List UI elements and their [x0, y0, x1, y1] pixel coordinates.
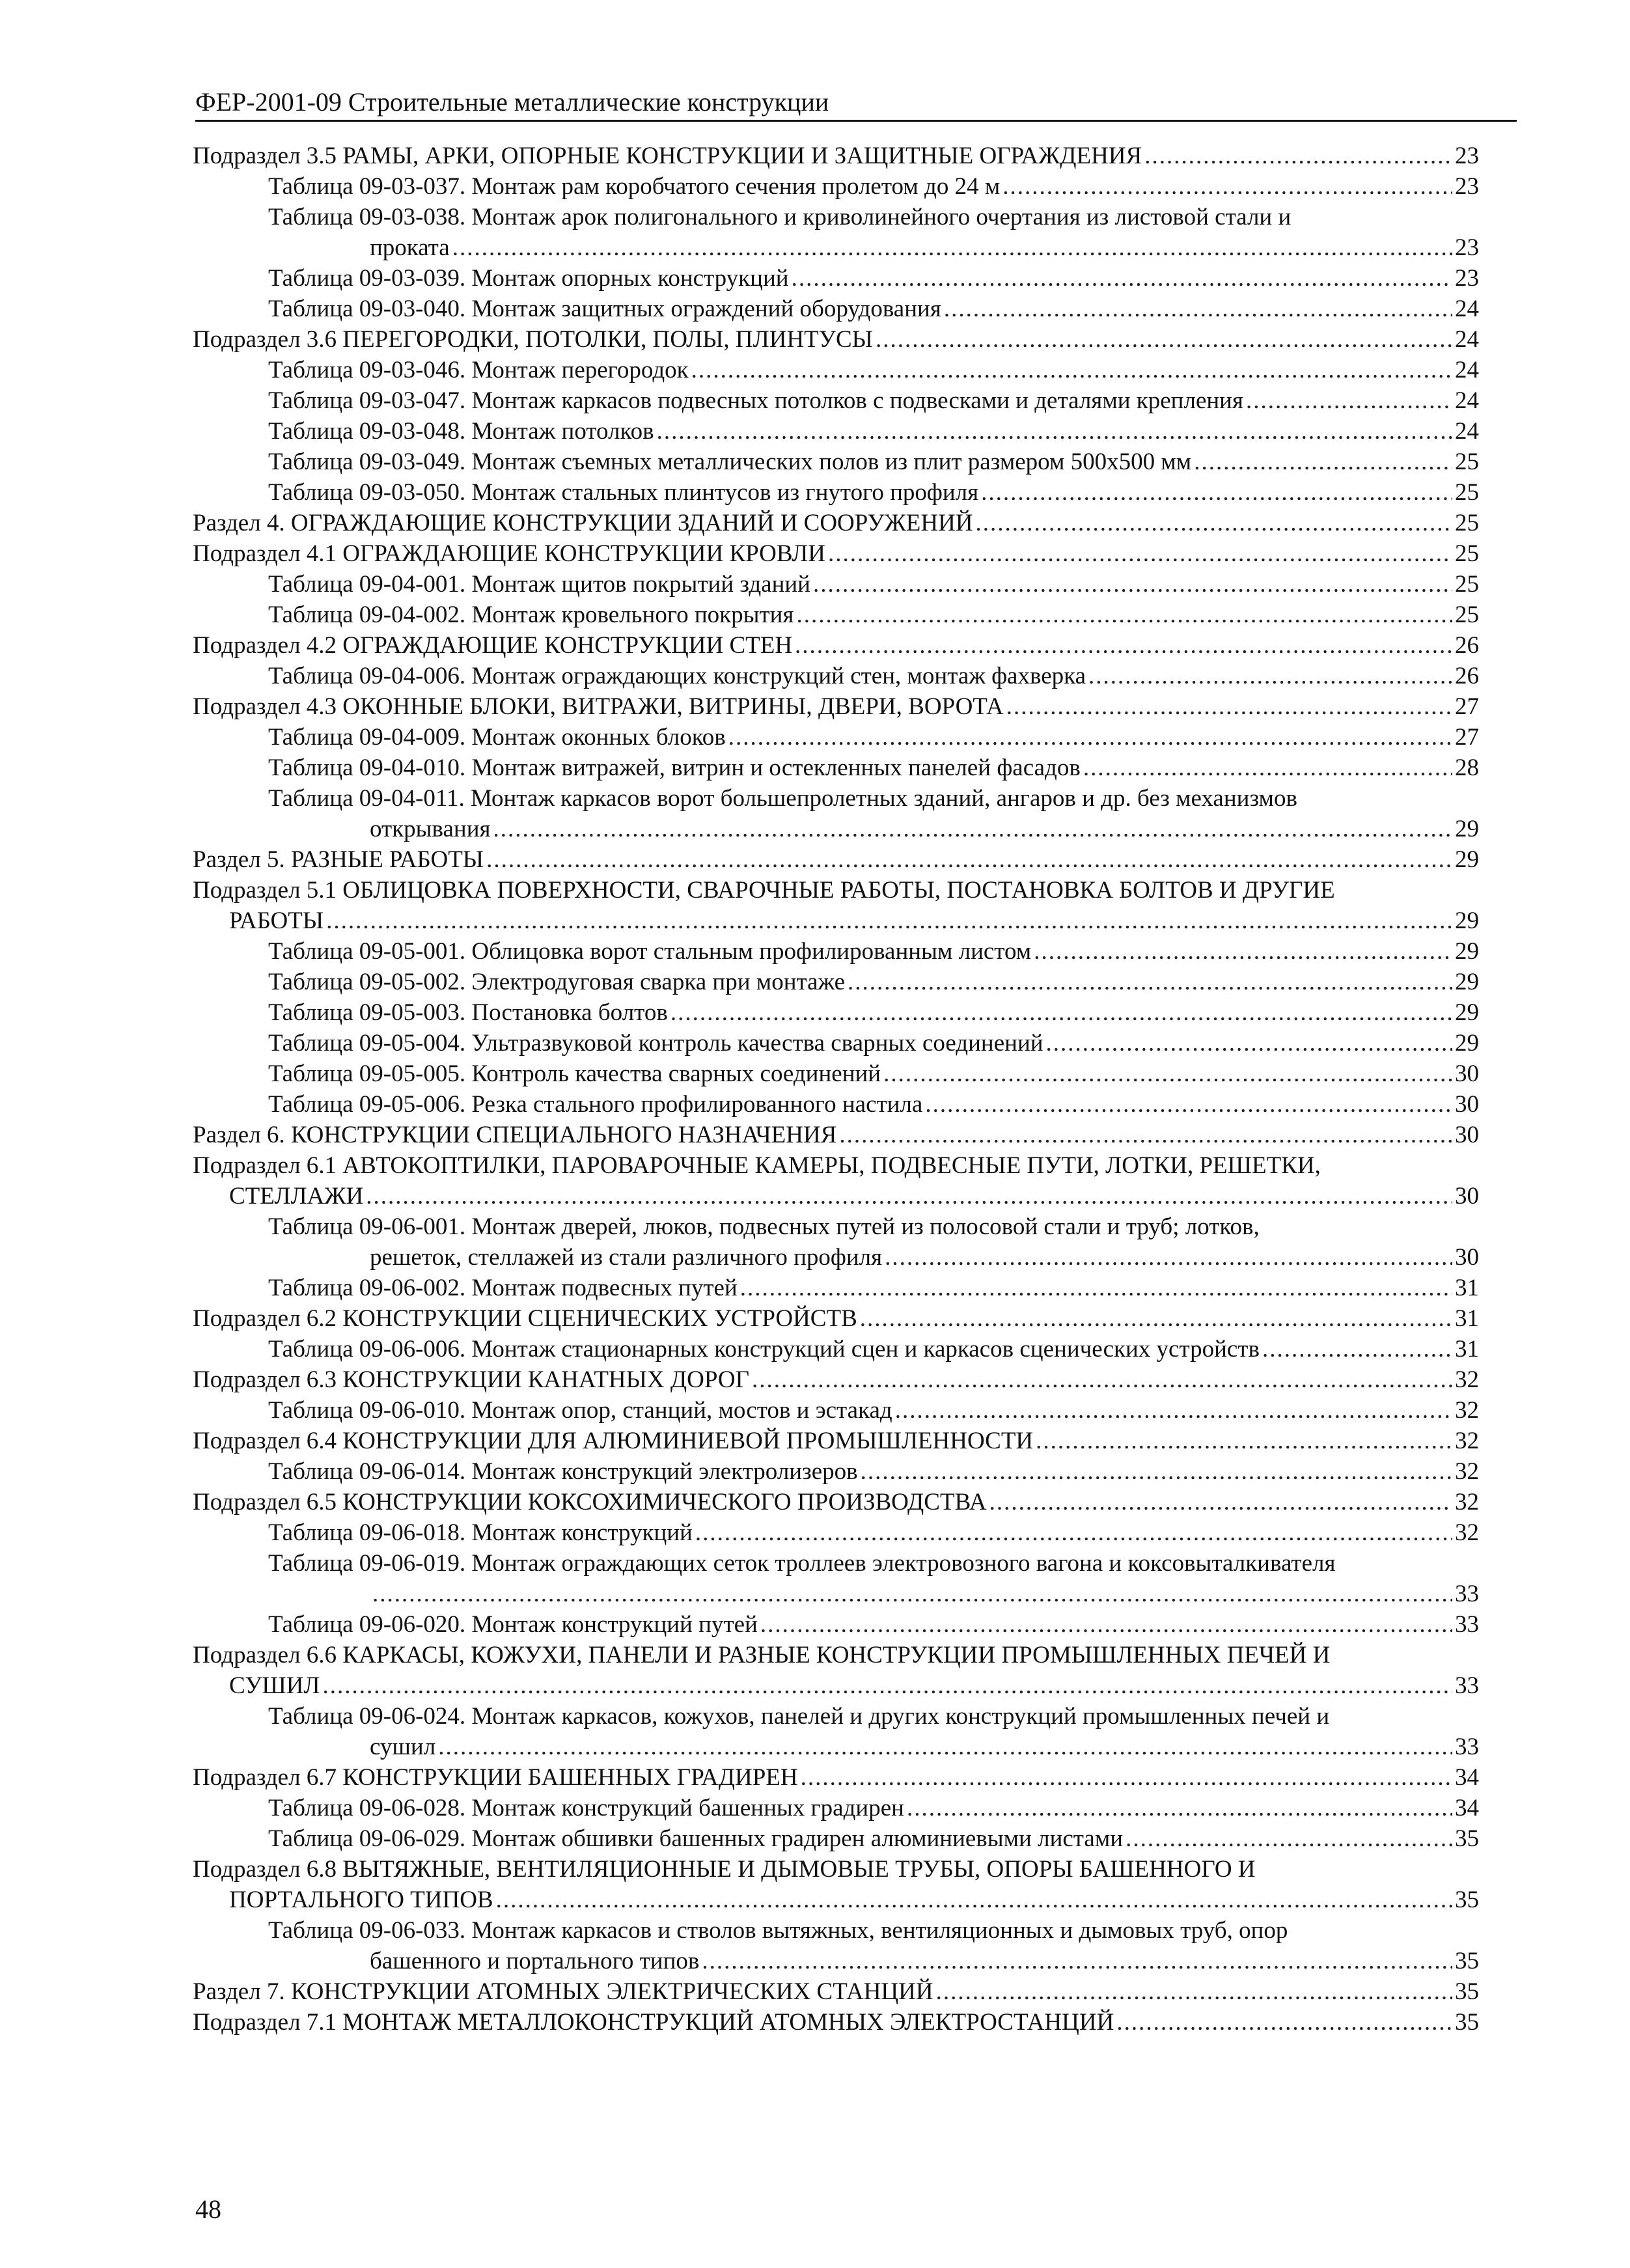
toc-page-number: 32: [1455, 1397, 1479, 1424]
toc-page-number: 25: [1455, 602, 1479, 628]
toc-page-number: 29: [1455, 816, 1479, 842]
toc-page-number: 33: [1455, 1672, 1479, 1699]
toc-entry-title: открывания: [370, 816, 491, 842]
toc-page-number: 23: [1455, 143, 1479, 169]
dot-leader: [1144, 141, 1452, 171]
toc-entry-title: Таблица 09-03-038. Монтаж арок полигонального и криволинейного очертания из листовой стали и: [268, 204, 1292, 230]
toc-page-number: 25: [1455, 449, 1479, 475]
dot-leader: [1088, 661, 1452, 691]
toc-page-number: 28: [1455, 754, 1479, 781]
toc-page-number: 26: [1455, 663, 1479, 689]
toc-section-entry: [0, 1150, 1630, 1211]
toc-entry-title: Раздел 6. КОНСТРУКЦИИ СПЕЦИАЛЬНОГО НАЗНАЧЕНИЯ: [193, 1122, 837, 1148]
toc-entry-title: решеток, стеллажей из стали различного профиля: [370, 1244, 883, 1271]
toc-page-number: 24: [1455, 387, 1479, 414]
toc-entry-title: Таблица 09-04-006. Монтаж ограждающих конструкций стен, монтаж фахверка: [268, 663, 1086, 689]
toc-table-entry: [0, 416, 1630, 447]
toc-section-entry: [0, 1120, 1630, 1150]
toc-section-entry: [0, 508, 1630, 538]
toc-entry-title: Таблица 09-06-033. Монтаж каркасов и стволов вытяжных, вентиляционных и дымовых труб, опор: [268, 1917, 1288, 1944]
toc-section-entry: [0, 1640, 1630, 1701]
dot-leader: [1034, 936, 1452, 967]
toc-page-number: 24: [1455, 296, 1479, 322]
toc-table-entry: [0, 783, 1630, 844]
dot-leader: [813, 569, 1452, 600]
dot-leader: [936, 1976, 1452, 2007]
toc-page-number: 32: [1455, 1428, 1479, 1454]
dot-leader: [760, 1609, 1452, 1640]
toc-page-number: 25: [1455, 540, 1479, 567]
toc-section-entry: [0, 844, 1630, 875]
toc-section-entry: [0, 324, 1630, 355]
toc-entry-title: Таблица 09-06-018. Монтаж конструкций: [268, 1519, 693, 1546]
toc-table-entry: [0, 385, 1630, 416]
toc-entry-title: Таблица 09-03-050. Монтаж стальных плинтусов из гнутого профиля: [268, 479, 979, 506]
dot-leader: [895, 1395, 1452, 1426]
toc-table-entry: [0, 967, 1630, 997]
toc-page-number: 33: [1455, 1581, 1479, 1607]
toc-section-entry: [0, 691, 1630, 722]
toc-table-entry: [0, 661, 1630, 691]
toc-section-entry: [0, 2007, 1630, 2038]
dot-leader: [366, 1181, 1452, 1211]
toc-page-number: 33: [1455, 1734, 1479, 1760]
toc-page-number: 31: [1455, 1336, 1479, 1362]
toc-entry-title: Подраздел 6.8 ВЫТЯЖНЫЕ, ВЕНТИЛЯЦИОННЫЕ И ДЫМОВЫЕ ТРУБЫ, ОПОРЫ БАШЕННОГО И: [193, 1856, 1256, 1883]
toc-entry-title: Таблица 09-06-001. Монтаж дверей, люков, подвесных путей из полосовой стали и труб; лотков,: [268, 1213, 1260, 1240]
toc-entry-title: Подраздел 3.5 РАМЫ, АРКИ, ОПОРНЫЕ КОНСТРУКЦИИ И ЗАЩИТНЫЕ ОГРАЖДЕНИЯ: [193, 143, 1142, 169]
table-of-contents: [0, 141, 1630, 2038]
toc-table-entry: [0, 936, 1630, 967]
toc-section-entry: [0, 1976, 1630, 2007]
toc-page-number: 23: [1455, 234, 1479, 261]
dot-leader: [728, 722, 1452, 753]
toc-page-number: 30: [1455, 1183, 1479, 1210]
toc-table-entry: [0, 1915, 1630, 1976]
toc-entry-title: Подраздел 6.2 КОНСТРУКЦИИ СЦЕНИЧЕСКИХ УСТРОЙСТВ: [193, 1305, 857, 1332]
toc-page-number: 35: [1455, 1887, 1479, 1913]
dot-leader: [670, 997, 1452, 1028]
toc-table-entry: [0, 1548, 1630, 1609]
toc-page-number: 35: [1455, 1825, 1479, 1852]
dot-leader: [1262, 1334, 1452, 1364]
toc-table-entry: [0, 171, 1630, 202]
dot-leader: [752, 1364, 1452, 1395]
toc-page-number: 24: [1455, 357, 1479, 383]
toc-section-entry: [0, 630, 1630, 661]
toc-entry-title: Подраздел 6.3 КОНСТРУКЦИИ КАНАТНЫХ ДОРОГ: [193, 1366, 749, 1393]
toc-entry-title: Раздел 5. РАЗНЫЕ РАБОТЫ: [193, 846, 484, 873]
toc-entry-title: СУШИЛ: [229, 1672, 320, 1699]
toc-entry-title: Таблица 09-06-002. Монтаж подвесных путей: [268, 1275, 738, 1301]
running-header: ФЕР-2001-09 Строительные металлические конструкции: [195, 86, 1517, 122]
toc-table-entry: [0, 569, 1630, 600]
toc-table-entry: [0, 294, 1630, 324]
toc-table-entry: [0, 1517, 1630, 1548]
dot-leader: [795, 630, 1452, 661]
toc-entry-title: Таблица 09-04-001. Монтаж щитов покрытий зданий: [268, 571, 810, 598]
toc-page-number: 24: [1455, 418, 1479, 445]
toc-entry-title: Таблица 09-04-010. Монтаж витражей, витрин и остекленных панелей фасадов: [268, 754, 1081, 781]
toc-table-entry: [0, 722, 1630, 753]
toc-entry-title: Подраздел 4.1 ОГРАЖДАЮЩИЕ КОНСТРУКЦИИ КРОВЛИ: [193, 540, 825, 567]
toc-table-entry: [0, 263, 1630, 294]
toc-page-number: 29: [1455, 846, 1479, 873]
dot-leader: [326, 906, 1452, 936]
toc-section-entry: [0, 538, 1630, 569]
toc-section-entry: [0, 875, 1630, 936]
toc-section-entry: [0, 1426, 1630, 1456]
toc-section-entry: [0, 1487, 1630, 1517]
toc-entry-title: Таблица 09-06-029. Монтаж обшивки башенных градирен алюминиевыми листами: [268, 1825, 1124, 1852]
dot-leader: [848, 967, 1452, 997]
toc-entry-title: Таблица 09-06-028. Монтаж конструкций башенных градирен: [268, 1795, 904, 1821]
dot-leader: [944, 294, 1452, 324]
dot-leader: [1036, 1426, 1452, 1456]
dot-leader: [691, 355, 1452, 385]
dot-leader: [1116, 2007, 1452, 2038]
toc-entry-title: РАБОТЫ: [229, 907, 324, 934]
toc-table-entry: [0, 1028, 1630, 1058]
toc-entry-title: Таблица 09-06-019. Монтаж ограждающих сеток троллеев электровозного вагона и коксовыталкивателя: [268, 1550, 1336, 1577]
toc-entry-title: Раздел 4. ОГРАЖДАЮЩИЕ КОНСТРУКЦИИ ЗДАНИЙ И СООРУЖЕНИЙ: [193, 510, 973, 536]
toc-table-entry: [0, 1701, 1630, 1762]
toc-entry-title: Таблица 09-04-009. Монтаж оконных блоков: [268, 724, 726, 751]
toc-entry-title: Подраздел 4.3 ОКОННЫЕ БЛОКИ, ВИТРАЖИ, ВИТРИНЫ, ДВЕРИ, ВОРОТА: [193, 693, 1004, 720]
toc-entry-title: Таблица 09-06-024. Монтаж каркасов, кожухов, панелей и других конструкций промышленных печей и: [268, 1703, 1330, 1730]
toc-entry-title: Таблица 09-03-040. Монтаж защитных ограждений оборудования: [268, 296, 941, 322]
toc-page-number: 32: [1455, 1458, 1479, 1485]
dot-leader: [907, 1793, 1452, 1823]
dot-leader: [1083, 753, 1452, 783]
toc-page-number: 34: [1455, 1764, 1479, 1791]
dot-leader: [1126, 1823, 1452, 1854]
toc-entry-title: Подраздел 6.4 КОНСТРУКЦИИ ДЛЯ АЛЮМИНИЕВОЙ ПРОМЫШЛЕННОСТИ: [193, 1428, 1034, 1454]
toc-page-number: 29: [1455, 938, 1479, 965]
toc-page-number: 29: [1455, 969, 1479, 995]
toc-entry-title: Таблица 09-04-011. Монтаж каркасов ворот большепролетных зданий, ангаров и др. без механизмов: [268, 785, 1297, 812]
toc-page-number: 23: [1455, 265, 1479, 292]
toc-table-entry: [0, 447, 1630, 477]
toc-entry-title: Таблица 09-03-049. Монтаж съемных металлических полов из плит размером 500х500 мм: [268, 449, 1192, 475]
dot-leader: [861, 1456, 1452, 1487]
toc-table-entry: [0, 1456, 1630, 1487]
toc-entry-title: СТЕЛЛАЖИ: [229, 1183, 364, 1210]
toc-entry-title: Таблица 09-06-020. Монтаж конструкций путей: [268, 1611, 758, 1638]
toc-entry-title: Таблица 09-03-039. Монтаж опорных конструкций: [268, 265, 789, 292]
toc-page-number: 32: [1455, 1519, 1479, 1546]
toc-table-entry: [0, 1793, 1630, 1823]
dot-leader: [796, 600, 1452, 630]
dot-leader: [976, 508, 1452, 538]
toc-table-entry: [0, 477, 1630, 508]
dot-leader: [657, 416, 1452, 447]
dot-leader: [1046, 1028, 1452, 1058]
dot-leader: [323, 1670, 1452, 1701]
toc-entry-title: Подраздел 6.5 КОНСТРУКЦИИ КОКСОХИМИЧЕСКОГО ПРОИЗВОДСТВА: [193, 1489, 987, 1515]
toc-entry-title: Подраздел 6.6 КАРКАСЫ, КОЖУХИ, ПАНЕЛИ И РАЗНЫЕ КОНСТРУКЦИИ ПРОМЫШЛЕННЫХ ПЕЧЕЙ И: [193, 1642, 1331, 1668]
toc-entry-title: Подраздел 4.2 ОГРАЖДАЮЩИЕ КОНСТРУКЦИИ СТЕН: [193, 632, 793, 659]
toc-entry-title: Таблица 09-05-003. Постановка болтов: [268, 999, 668, 1026]
toc-page-number: 35: [1455, 2009, 1479, 2036]
toc-entry-title: Таблица 09-04-002. Монтаж кровельного покрытия: [268, 602, 794, 628]
toc-page-number: 32: [1455, 1489, 1479, 1515]
toc-page-number: 33: [1455, 1611, 1479, 1638]
dot-leader: [702, 1946, 1452, 1976]
toc-entry-title: Подраздел 6.7 КОНСТРУКЦИИ БАШЕННЫХ ГРАДИРЕН: [193, 1764, 798, 1791]
toc-section-entry: [0, 1303, 1630, 1334]
toc-page-number: 29: [1455, 1030, 1479, 1057]
dot-leader: [438, 1732, 1452, 1762]
dot-leader: [885, 1242, 1452, 1273]
toc-table-entry: [0, 997, 1630, 1028]
toc-page-number: 25: [1455, 479, 1479, 506]
toc-page-number: 30: [1455, 1244, 1479, 1271]
toc-table-entry: [0, 753, 1630, 783]
toc-entry-title: Таблица 09-05-005. Контроль качества сварных соединений: [268, 1060, 881, 1087]
toc-entry-title: сушил: [370, 1734, 436, 1760]
dot-leader: [839, 1120, 1452, 1150]
toc-page-number: 32: [1455, 1366, 1479, 1393]
toc-page-number: 29: [1455, 999, 1479, 1026]
toc-table-entry: [0, 1395, 1630, 1426]
toc-entry-title: Таблица 09-05-006. Резка стального профилированного настила: [268, 1091, 923, 1118]
toc-page-number: 24: [1455, 326, 1479, 353]
dot-leader: [1002, 171, 1452, 202]
toc-page-number: 27: [1455, 693, 1479, 720]
toc-table-entry: [0, 1058, 1630, 1089]
toc-table-entry: [0, 1609, 1630, 1640]
toc-page-number: 31: [1455, 1305, 1479, 1332]
dot-leader: [828, 538, 1452, 569]
dot-leader: [925, 1089, 1452, 1120]
toc-page-number: 35: [1455, 1948, 1479, 1974]
dot-leader: [695, 1517, 1452, 1548]
toc-page-number: 29: [1455, 907, 1479, 934]
toc-page-number: 30: [1455, 1122, 1479, 1148]
dot-leader: [792, 263, 1452, 294]
toc-entry-title: Подраздел 6.1 АВТОКОПТИЛКИ, ПАРОВАРОЧНЫЕ КАМЕРЫ, ПОДВЕСНЫЕ ПУТИ, ЛОТКИ, РЕШЕТКИ,: [193, 1152, 1321, 1179]
toc-entry-title: Таблица 09-06-014. Монтаж конструкций электролизеров: [268, 1458, 858, 1485]
toc-entry-title: Подраздел 5.1 ОБЛИЦОВКА ПОВЕРХНОСТИ, СВАРОЧНЫЕ РАБОТЫ, ПОСТАНОВКА БОЛТОВ И ДРУГИЕ: [193, 877, 1335, 904]
toc-entry-title: Таблица 09-05-002. Электродуговая сварка при монтаже: [268, 969, 846, 995]
dot-leader: [1194, 447, 1452, 477]
toc-entry-title: Таблица 09-03-047. Монтаж каркасов подвесных потолков с подвесками и деталями крепления: [268, 387, 1243, 414]
toc-entry-title: ПОРТАЛЬНОГО ТИПОВ: [229, 1887, 493, 1913]
dot-leader: [1006, 691, 1452, 722]
dot-leader: [496, 1885, 1452, 1915]
dot-leader: [860, 1303, 1452, 1334]
dot-leader: [740, 1273, 1452, 1303]
toc-entry-title: Таблица 09-03-048. Монтаж потолков: [268, 418, 654, 445]
toc-page-number: 25: [1455, 571, 1479, 598]
toc-section-entry: [0, 141, 1630, 171]
toc-page-number: 26: [1455, 632, 1479, 659]
toc-entry-title: Таблица 09-03-046. Монтаж перегородок: [268, 357, 689, 383]
toc-entry-title: Таблица 09-03-037. Монтаж рам коробчатого сечения пролетом до 24 м: [268, 173, 1001, 200]
toc-table-entry: [0, 355, 1630, 385]
toc-table-entry: [0, 600, 1630, 630]
toc-entry-title: Таблица 09-05-004. Ультразвуковой контроль качества сварных соединений: [268, 1030, 1043, 1057]
toc-page-number: 23: [1455, 173, 1479, 200]
toc-page-number: 25: [1455, 510, 1479, 536]
toc-table-entry: [0, 1273, 1630, 1303]
toc-entry-title: Раздел 7. КОНСТРУКЦИИ АТОМНЫХ ЭЛЕКТРИЧЕСКИХ СТАНЦИЙ: [193, 1978, 933, 2005]
dot-leader: [1246, 385, 1452, 416]
toc-page-number: 30: [1455, 1091, 1479, 1118]
toc-page-number: 27: [1455, 724, 1479, 751]
toc-section-entry: [0, 1854, 1630, 1915]
toc-table-entry: [0, 202, 1630, 263]
page-number: 48: [195, 2194, 221, 2224]
dot-leader: [486, 844, 1452, 875]
toc-table-entry: [0, 1089, 1630, 1120]
toc-page-number: 30: [1455, 1060, 1479, 1087]
toc-table-entry: [0, 1334, 1630, 1364]
dot-leader: [981, 477, 1452, 508]
toc-section-entry: [0, 1762, 1630, 1793]
dot-leader: [989, 1487, 1452, 1517]
dot-leader: [876, 324, 1452, 355]
dot-leader: [452, 232, 1452, 263]
toc-table-entry: [0, 1211, 1630, 1273]
dot-leader: [372, 1579, 1452, 1609]
toc-entry-title: Таблица 09-05-001. Облицовка ворот стальным профилированным листом: [268, 938, 1032, 965]
dot-leader: [493, 814, 1452, 844]
toc-entry-title: проката: [370, 234, 450, 261]
toc-page-number: 34: [1455, 1795, 1479, 1821]
toc-entry-title: Таблица 09-06-006. Монтаж стационарных конструкций сцен и каркасов сценических устройств: [268, 1336, 1260, 1362]
toc-page-number: 31: [1455, 1275, 1479, 1301]
toc-entry-title: Подраздел 3.6 ПЕРЕГОРОДКИ, ПОТОЛКИ, ПОЛЫ, ПЛИНТУСЫ: [193, 326, 873, 353]
toc-table-entry: [0, 1823, 1630, 1854]
toc-entry-title: Подраздел 7.1 МОНТАЖ МЕТАЛЛОКОНСТРУКЦИЙ АТОМНЫХ ЭЛЕКТРОСТАНЦИЙ: [193, 2009, 1114, 2036]
dot-leader: [801, 1762, 1452, 1793]
toc-entry-title: башенного и портального типов: [370, 1948, 700, 1974]
toc-page-number: 35: [1455, 1978, 1479, 2005]
dot-leader: [883, 1058, 1452, 1089]
toc-section-entry: [0, 1364, 1630, 1395]
toc-entry-title: Таблица 09-06-010. Монтаж опор, станций, мостов и эстакад: [268, 1397, 892, 1424]
